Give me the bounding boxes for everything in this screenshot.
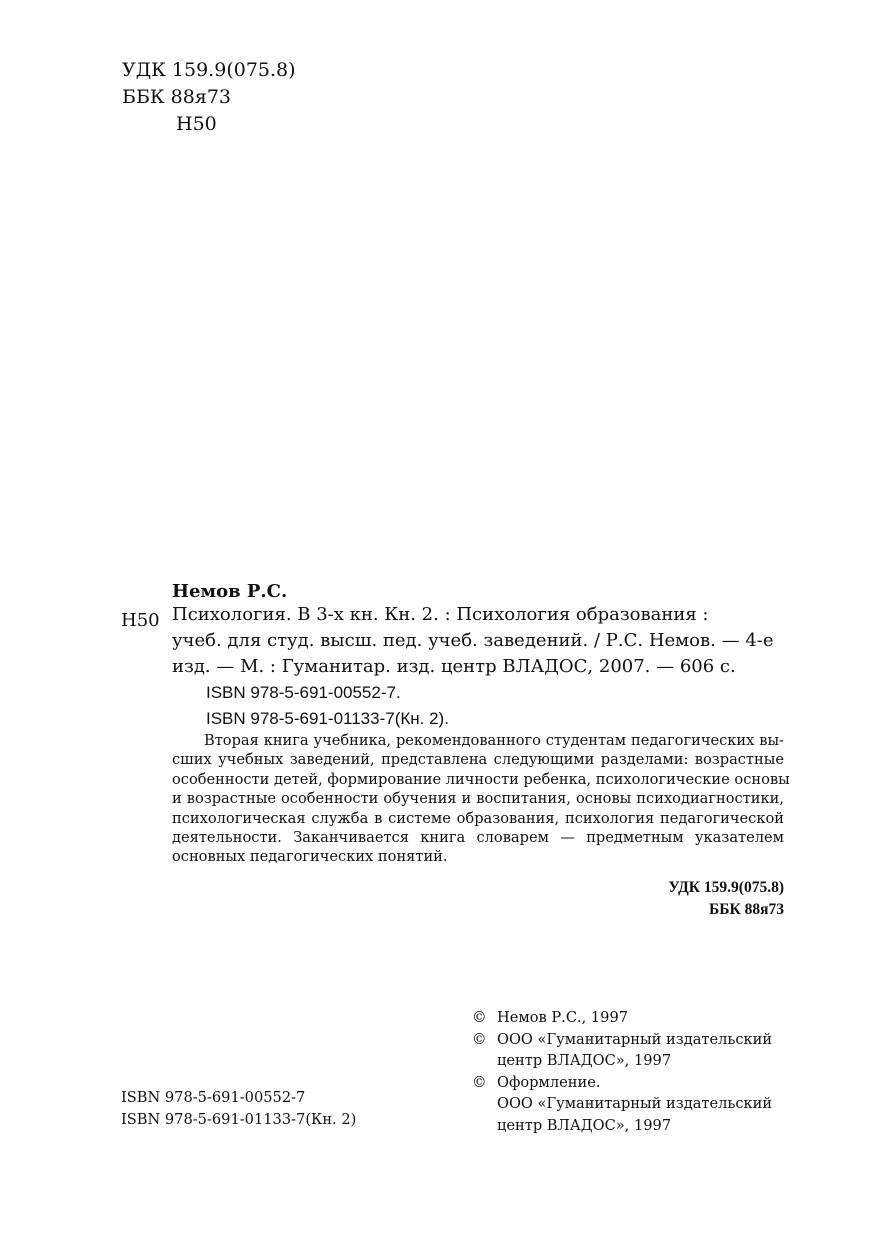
udk-code: УДК 159.9(075.8) <box>122 59 296 81</box>
copyright-icon: © <box>472 1009 487 1026</box>
biblio-line: учеб. для студ. высш. пед. учеб. заведений. / Р.С. Немов. — 4-е <box>172 630 774 651</box>
cutter-code: Н50 <box>176 113 217 135</box>
biblio-cutter-code: Н50 <box>121 610 160 631</box>
bottom-classification-codes <box>668 877 784 921</box>
biblio-isbn-line: ISBN 978-5-691-00552-7. <box>206 683 401 702</box>
annotation-line: сших учебных заведений, представлена следующими разделами: возрастные <box>172 751 784 769</box>
biblio-isbn-line: ISBN 978-5-691-01133-7(Кн. 2). <box>206 709 449 728</box>
annotation-line: и возрастные особенности обучения и воспитания, основы психодиагностики, <box>172 790 784 808</box>
copyright-text: Оформление. <box>497 1073 601 1091</box>
bbk-code: ББК 88я73 <box>122 86 232 108</box>
copyright-entry <box>472 1029 772 1051</box>
top-classification-codes <box>122 57 296 138</box>
copyright-text: Немов Р.С., 1997 <box>497 1009 629 1026</box>
copyright-entry-continuation <box>472 1115 772 1137</box>
bbk-code-bottom: ББК 88я73 <box>709 901 784 918</box>
copyright-block <box>472 1007 772 1136</box>
biblio-line: Психология. В 3-х кн. Кн. 2. : Психология образования : <box>172 604 709 625</box>
annotation-line: Вторая книга учебника, рекомендованного студентам педагогических вы- <box>204 732 784 749</box>
udk-code-bottom: УДК 159.9(075.8) <box>668 879 784 896</box>
copyright-entry-continuation <box>472 1093 772 1115</box>
copyright-icon: © <box>472 1073 487 1091</box>
annotation-line: психологическая служба в системе образования, психология педагогической <box>172 809 784 827</box>
annotation-paragraph <box>172 731 790 867</box>
copyright-text: ООО «Гуманитарный издательский <box>497 1030 773 1048</box>
annotation-line: деятельности. Заканчивается книга словарем — предметным указателем <box>172 829 784 847</box>
copyright-text: центр ВЛАДОС», 1997 <box>497 1052 672 1069</box>
copyright-text: центр ВЛАДОС», 1997 <box>497 1116 672 1134</box>
bibliographic-description <box>172 602 792 732</box>
copyright-text: ООО «Гуманитарный издательский <box>497 1095 773 1112</box>
copyright-entry <box>472 1072 772 1094</box>
copyright-entry <box>472 1007 772 1029</box>
isbn-line: ISBN 978-5-691-01133-7(Кн. 2) <box>121 1110 357 1128</box>
isbn-line: ISBN 978-5-691-00552-7 <box>121 1089 306 1106</box>
annotation-line: основных педагогических понятий. <box>172 848 448 866</box>
copyright-entry-continuation <box>472 1050 772 1072</box>
copyright-icon: © <box>472 1030 487 1048</box>
biblio-line: изд. — М. : Гуманитар. изд. центр ВЛАДОС, 2007. — 606 с. <box>172 656 736 677</box>
annotation-line: особенности детей, формирование личности ребенка, психологические основы <box>172 770 790 788</box>
author-name: Немов Р.С. <box>172 581 288 602</box>
isbn-block <box>121 1087 356 1130</box>
